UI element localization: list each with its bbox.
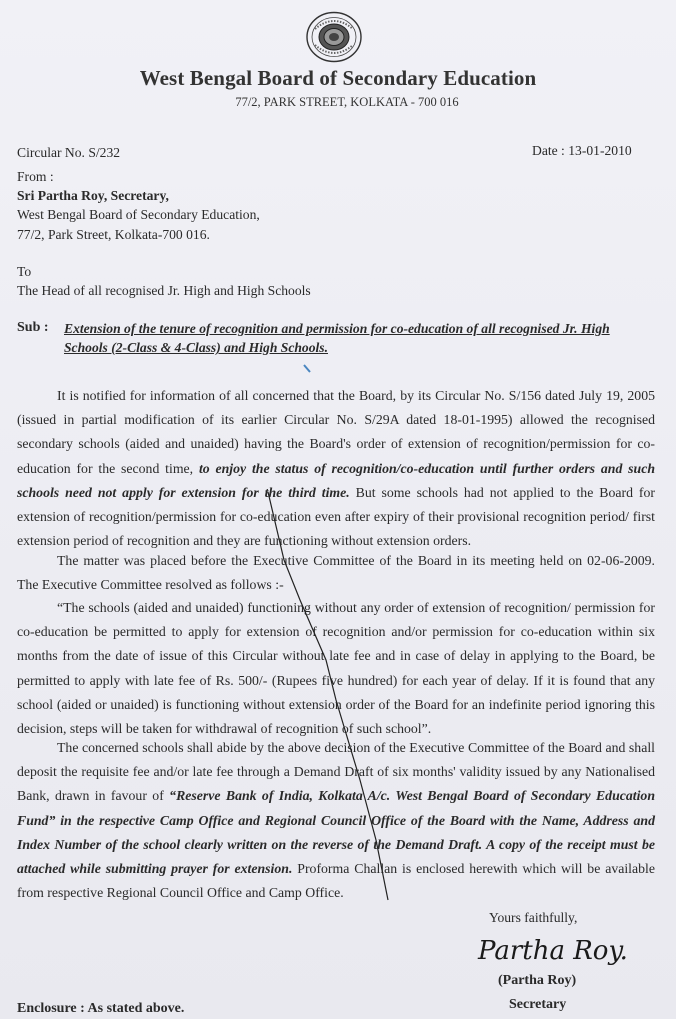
paragraph-4-text-a: The concerned schools shall abide by the above decision of the Executive Committee of the Board and shall deposit the requisite fee and/or late fee through a Demand Draft of six months' validity issued by any Nationalised Bank, drawn in favour of <box>17 740 655 804</box>
circular-date: Date : 13-01-2010 <box>532 143 632 158</box>
paragraph-1 <box>17 384 655 553</box>
from-org: West Bengal Board of Secondary Education, <box>17 207 260 222</box>
to-label: To <box>17 264 32 279</box>
organization-address: 77/2, PARK STREET, KOLKATA - 700 016 <box>235 95 459 109</box>
circular-number: Circular No. S/232 <box>17 145 121 160</box>
paragraph-1-emphasis: to enjoy the status of recognition/co-education until further orders and such schools need not apply for extension for the third time. <box>17 460 655 500</box>
organization-name: West Bengal Board of Secondary Education <box>139 66 537 90</box>
paragraph-1-text-b: But some schools had not applied to the Board for extension of recognition/permission for co-education even after expiry of their provisional recognition period/ first extension period of recognition and they are functioning without extension orders. <box>17 484 655 549</box>
closing-salutation: Yours faithfully, <box>489 910 578 925</box>
paragraph-2 <box>17 549 655 597</box>
paragraph-1-text-a: It is notified for information of all concerned that the Board, by its Circular No. S/156 dated July 19, 2005 (issued in partial modification of its earlier Circular No. S/29A dated 18-01-1995) allowed the recognised secondary schools (aided and unaided) having the Board's order of extension of recognition/permission for co-education for the second time, <box>17 388 655 476</box>
signatory-name: (Partha Roy) <box>498 973 577 988</box>
signature-text: Partha Roy. <box>478 936 628 966</box>
board-seal-icon <box>305 11 363 63</box>
paragraph-4-emphasis: “Reserve Bank of India, Kolkata A/c. West Bengal Board of Secondary Education Fund” in the respective Camp Office and Regional Council Office of the Board with the Name, Address and Index Number of the school clearly written on the reverse of the Demand Draft. A copy of the receipt must be attached while submitting prayer for extension. <box>17 788 656 877</box>
paragraph-3-resolution <box>17 596 655 741</box>
paragraph-2-text: The matter was placed before the Executive Committee of the Board in its meeting held on 02-06-2009. The Executive Committee resolved as follows :- <box>17 553 655 593</box>
from-label: From : <box>17 169 54 184</box>
paragraph-4-text-b: Proforma Challan is enclosed herewith which will be available from respective Regional Council Office and Camp Office. <box>17 861 655 901</box>
from-name: Sri Partha Roy, Secretary, <box>17 188 169 203</box>
enclosure-note: Enclosure : As stated above. <box>17 1001 185 1016</box>
signatory-title: Secretary <box>509 997 567 1012</box>
from-address: 77/2, Park Street, Kolkata-700 016. <box>17 227 210 242</box>
subject-label: Sub : <box>17 320 49 335</box>
paragraph-4 <box>17 736 655 905</box>
to-recipient: The Head of all recognised Jr. High and High Schools <box>17 283 311 298</box>
paragraph-3-text: “The schools (aided and unaided) functioning without any order of extension of recognition/ permission for co-education be permitted to apply for extension of recognition and/or permission for co-education within six months from the date of issue of this Circular without late fee and in case of delay in applying to the Board, be permitted to apply with late fee of Rs. 500/- (Rupees five hundred) for each year of delay. If it is found that any school (aided or unaided) is functioning without extension order of the Board for an indefinite period ignoring this decision, steps will be taken for withdrawal of recognition of such school”. <box>17 600 655 737</box>
handwritten-signature <box>476 929 636 973</box>
subject-text: Extension of the tenure of recognition and permission for co-education of all recognised Jr. High Schools (2-Class & 4-Class) and High Schools. <box>64 321 610 355</box>
